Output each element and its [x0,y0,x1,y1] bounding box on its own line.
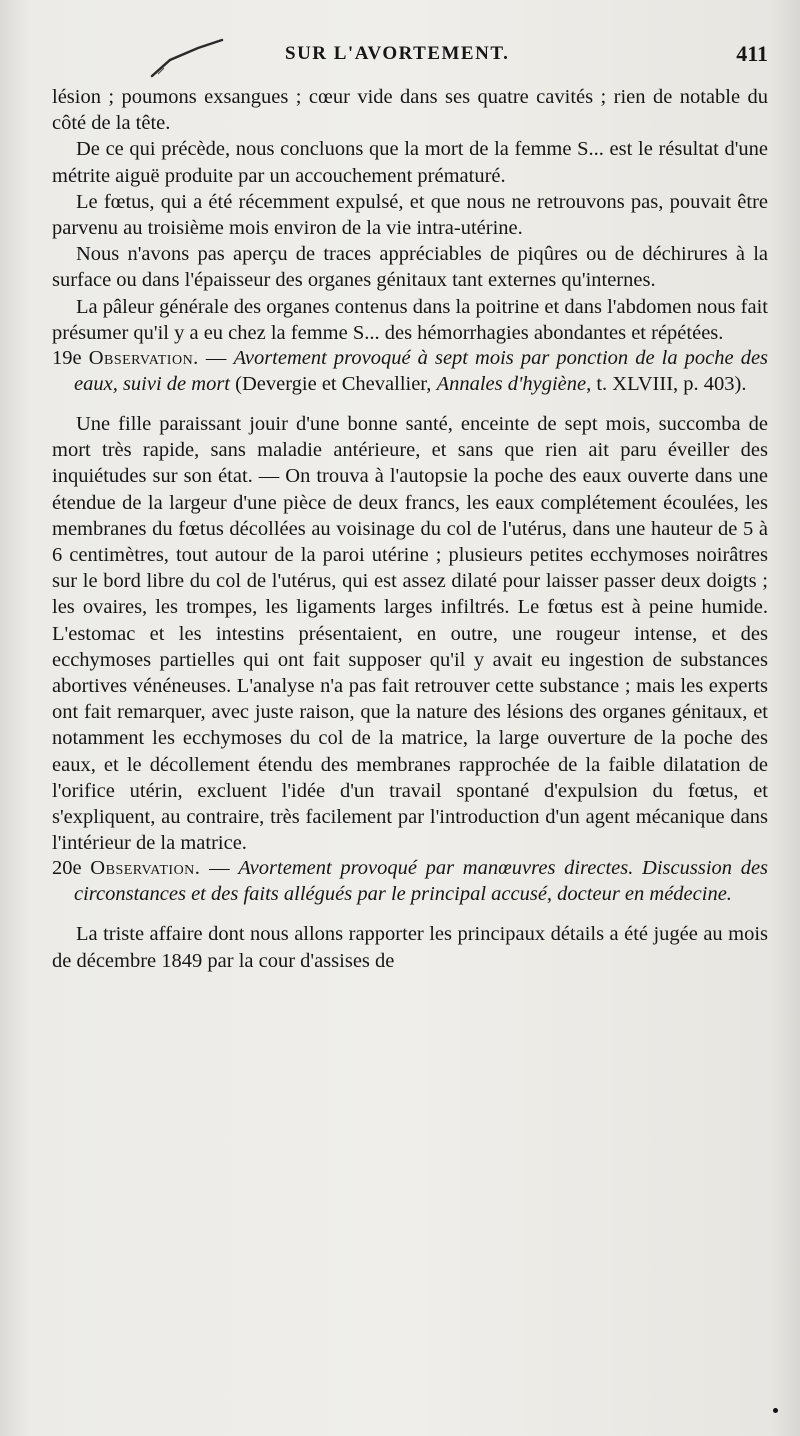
paragraph: Une fille paraissant jouir d'une bonne santé, enceinte de sept mois, succomba de mort très rapide, sans maladie antérieure, et sans que rien ait paru éveiller des inquiétudes sur son état. — On trouva à l'autopsie la poche des eaux ouverte dans une étendue de la largeur d'une pièce de deux francs, les eaux complétement écoulées, les membranes du fœtus décollées au voisinage du col de l'utérus, dans une hauteur de 5 à 6 centimètres, tout autour de la paroi utérine ; plusieurs petites ecchymoses noirâtres sur le bord libre du col de l'utérus, qui est assez dilaté pour laisser passer deux doigts ; les ovaires, les trompes, les ligaments larges infiltrés. Le fœtus est à peine humide. L'estomac et les intestins présentaient, en outre, une rougeur intense, et des ecchymoses partielles qui ont fait supposer qu'il y avait eu ingestion de substances abortives vénéneuses. L'analyse n'a pas fait retrouver cette substance ; mais les experts ont fait remarquer, avec juste raison, que la nature des lésions des organes génitaux, et notamment les ecchymoses du col de la matrice, la large ouverture de la poche des eaux, et le décollement étendu des membranes rapprochée de la faible dilatation de l'orifice utérin, excluent l'idée d'un travail spontané d'expulsion du fœtus, et s'expliquent, au contraire, très facilement par l'introduction d'un agent mécanique dans l'intérieur de la matrice. [52,413,768,855]
obs-number: 20e [52,857,82,880]
paragraph: La pâleur générale des organes contenus dans la poitrine et dans l'abdomen nous fait présumer qu'il y a eu chez la femme S... des hémorrhagies abondantes et répétées. [52,295,768,344]
page-number: 411 [736,41,768,66]
obs-dash: — [198,347,234,370]
observation-20-heading [52,856,768,907]
paragraph: Le fœtus, qui a été récemment expulsé, et que nous ne retrouvons pas, pouvait être parvenu au troisième mois environ de la vie intra-utérine. [52,190,768,240]
page-header [0,38,800,78]
obs-source-ref: , t. XLVIII, p. 403). [586,372,747,395]
obs-dash: — [200,857,239,880]
paragraph: lésion ; poumons exsangues ; cœur vide dans ses quatre cavités ; rien de notable du côté de la tête. [52,86,768,135]
paragraph: Nous n'avons pas aperçu de traces appréciables de piqûres ou de déchirures à la surface ou dans l'épaisseur des organes génitaux tant externes qu'internes. [52,243,768,292]
obs-label: Observation. [88,347,199,370]
obs-title: Avortement provoqué par manœuvres directes. Discussion des circonstances et des faits allégués par le principal accusé, docteur en médecine. [74,857,769,905]
obs-number: 19e [52,347,82,370]
running-title: SUR L'AVORTEMENT. [285,43,510,64]
paragraph: De ce qui précède, nous concluons que la mort de la femme S... est le résultat d'une métrite aiguë produite par un accouchement prématuré. [52,138,768,187]
observation-19-heading [52,346,768,397]
obs-label: Observation. [90,857,201,880]
ink-stroke-mark [150,38,230,78]
obs-journal: Annales d'hygiène [436,372,587,395]
obs-source: (Devergie et Chevallier, [230,372,437,395]
ink-speck [773,1408,778,1413]
paragraph: La triste affaire dont nous allons rapporter les principaux détails a été jugée au mois de décembre 1849 par la cour d'assises de [52,923,768,972]
obs-title: Avortement provoqué à sept mois par ponction de la poche des eaux, suivi de mort [74,347,769,395]
main-text [52,84,768,974]
